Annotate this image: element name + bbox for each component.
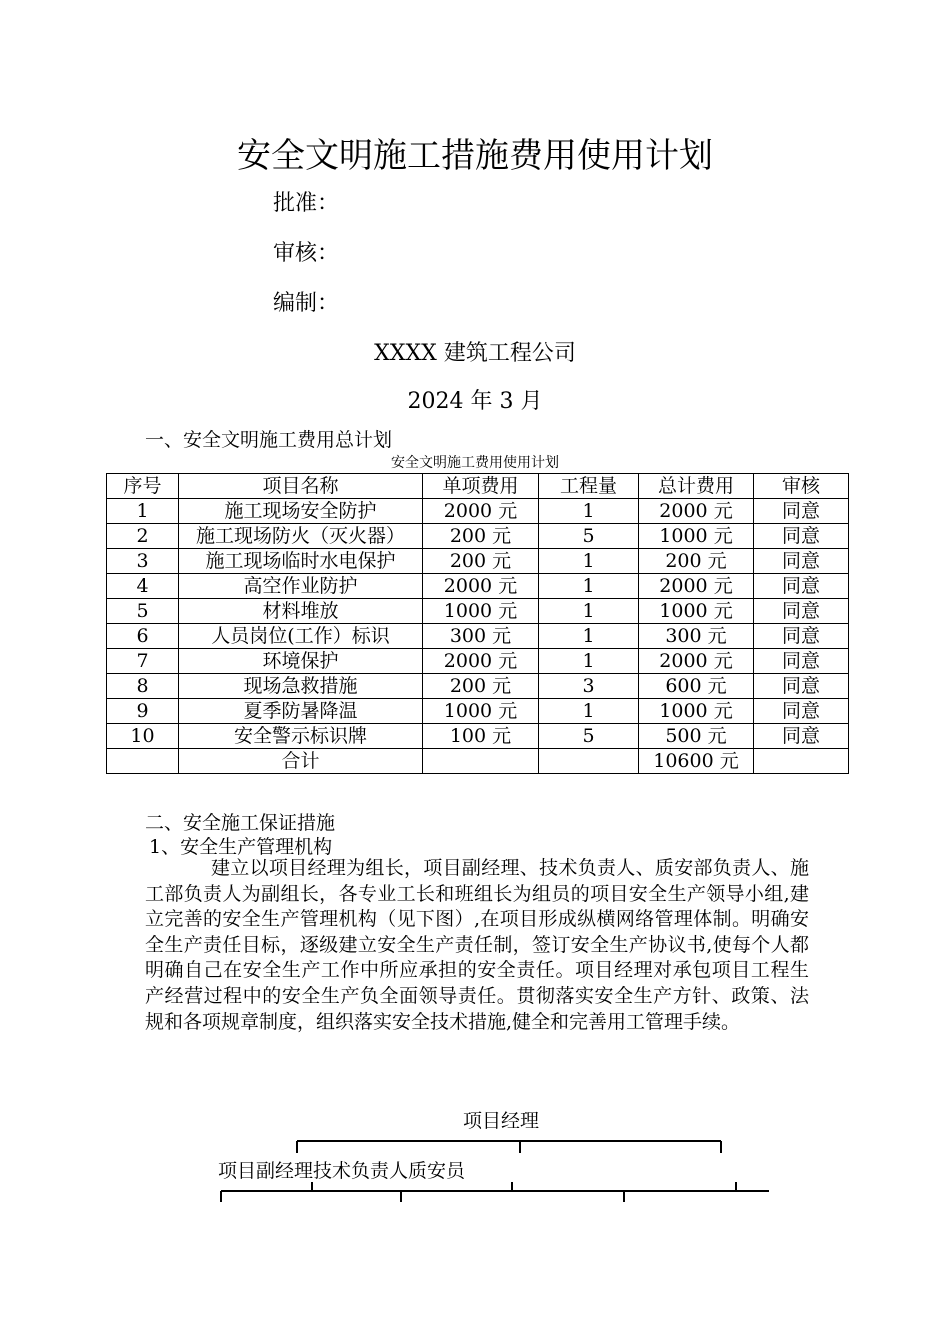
total-value-cell: 10600 元: [639, 749, 754, 774]
row-unit-cost-cell: 2000 元: [423, 499, 539, 524]
row-index-cell: 2: [107, 524, 179, 549]
row-total-cost-cell: 2000 元: [639, 574, 754, 599]
section2-heading: 二、安全施工保证措施: [145, 812, 336, 834]
row-index-cell: 6: [107, 624, 179, 649]
row-index-cell: 7: [107, 649, 179, 674]
header-cell: 审核: [754, 474, 849, 499]
row-total-cost-cell: 1000 元: [639, 524, 754, 549]
row-quantity-cell: 1: [539, 649, 639, 674]
row-item-name-cell: 施工现场安全防护: [179, 499, 423, 524]
row-review-cell: 同意: [754, 574, 849, 599]
row-item-name-cell: 环境保护: [179, 649, 423, 674]
row-item-name-cell: 施工现场防火（灭火器）: [179, 524, 423, 549]
row-item-name-cell: 人员岗位(工作）标识: [179, 624, 423, 649]
row-quantity-cell: 1: [539, 499, 639, 524]
row-review-cell: 同意: [754, 724, 849, 749]
row-review-cell: 同意: [754, 499, 849, 524]
row-quantity-cell: 1: [539, 549, 639, 574]
row-index-cell: 9: [107, 699, 179, 724]
row-total-cost-cell: 200 元: [639, 549, 754, 574]
row-quantity-cell: 1: [539, 699, 639, 724]
row-index-cell: 8: [107, 674, 179, 699]
review-field: 审核：: [273, 241, 340, 266]
row-total-cost-cell: 500 元: [639, 724, 754, 749]
row-index-cell: 5: [107, 599, 179, 624]
row-unit-cost-cell: 1000 元: [423, 599, 539, 624]
management-paragraph: 建立以项目经理为组长，项目副经理、技术负责人、质安部负责人、施工部负责人为副组长，各专业工长和班组长为组员的项目安全生产领导小组,建立完善的安全生产管理机构（见下图）,在项目形成纵横网络管理体制。明确安全生产责任目标，逐级建立安全生产责任制，签订安全生产协议书,使每个人都明确自己在安全生产工作中所应承担的安全责任。项目经理对承包项目工程生产经营过程中的安全生产负全面领导责任。贯彻落实安全生产方针、政策、法规和各项规章制度，组织落实安全技术措施,健全和完善用工管理手续。: [145, 857, 809, 1033]
header-cell: 序号: [107, 474, 179, 499]
row-index-cell: 10: [107, 724, 179, 749]
header-cell: 单项费用: [423, 474, 539, 499]
row-review-cell: 同意: [754, 674, 849, 699]
row-total-cost-cell: 600 元: [639, 674, 754, 699]
row-item-name-cell: 高空作业防护: [179, 574, 423, 599]
row-quantity-cell: 5: [539, 724, 639, 749]
total-label-cell: 合计: [179, 749, 423, 774]
row-total-cost-cell: 300 元: [639, 624, 754, 649]
row-item-name-cell: 材料堆放: [179, 599, 423, 624]
row-item-name-cell: 安全警示标识牌: [179, 724, 423, 749]
row-item-name-cell: 施工现场临时水电保护: [179, 549, 423, 574]
row-total-cost-cell: 2000 元: [639, 499, 754, 524]
row-unit-cost-cell: 2000 元: [423, 574, 539, 599]
org-chart-second-row-label: 项目副经理技术负责人质安员: [218, 1160, 466, 1182]
row-review-cell: 同意: [754, 599, 849, 624]
row-quantity-cell: 1: [539, 574, 639, 599]
table-caption: 安全文明施工费用使用计划: [391, 455, 559, 471]
header-cell: 项目名称: [179, 474, 423, 499]
section2-subheading: 1、安全生产管理机构: [149, 836, 333, 858]
header-cell: 总计费用: [639, 474, 754, 499]
row-quantity-cell: 3: [539, 674, 639, 699]
org-chart-top-label: 项目经理: [463, 1110, 540, 1132]
row-unit-cost-cell: 1000 元: [423, 699, 539, 724]
row-review-cell: 同意: [754, 624, 849, 649]
row-unit-cost-cell: 100 元: [423, 724, 539, 749]
row-quantity-cell: 1: [539, 624, 639, 649]
header-cell: 工程量: [539, 474, 639, 499]
row-review-cell: 同意: [754, 649, 849, 674]
row-review-cell: 同意: [754, 549, 849, 574]
document-date: 2024 年 3 月: [407, 389, 543, 414]
row-quantity-cell: 1: [539, 599, 639, 624]
row-index-cell: 3: [107, 549, 179, 574]
row-index-cell: 1: [107, 499, 179, 524]
row-unit-cost-cell: 200 元: [423, 549, 539, 574]
section1-heading: 一、安全文明施工费用总计划: [145, 429, 393, 451]
row-review-cell: 同意: [754, 699, 849, 724]
row-total-cost-cell: 1000 元: [639, 599, 754, 624]
row-unit-cost-cell: 200 元: [423, 674, 539, 699]
row-unit-cost-cell: 300 元: [423, 624, 539, 649]
compile-field: 编制：: [273, 291, 340, 316]
row-item-name-cell: 夏季防暑降温: [179, 699, 423, 724]
document-title: 安全文明施工措施费用使用计划: [237, 136, 713, 176]
row-unit-cost-cell: 200 元: [423, 524, 539, 549]
approve-field: 批准：: [273, 191, 340, 216]
row-quantity-cell: 5: [539, 524, 639, 549]
row-review-cell: 同意: [754, 524, 849, 549]
row-total-cost-cell: 2000 元: [639, 649, 754, 674]
row-unit-cost-cell: 2000 元: [423, 649, 539, 674]
row-index-cell: 4: [107, 574, 179, 599]
company-name: XXXX 建筑工程公司: [374, 341, 576, 366]
row-total-cost-cell: 1000 元: [639, 699, 754, 724]
row-item-name-cell: 现场急救措施: [179, 674, 423, 699]
